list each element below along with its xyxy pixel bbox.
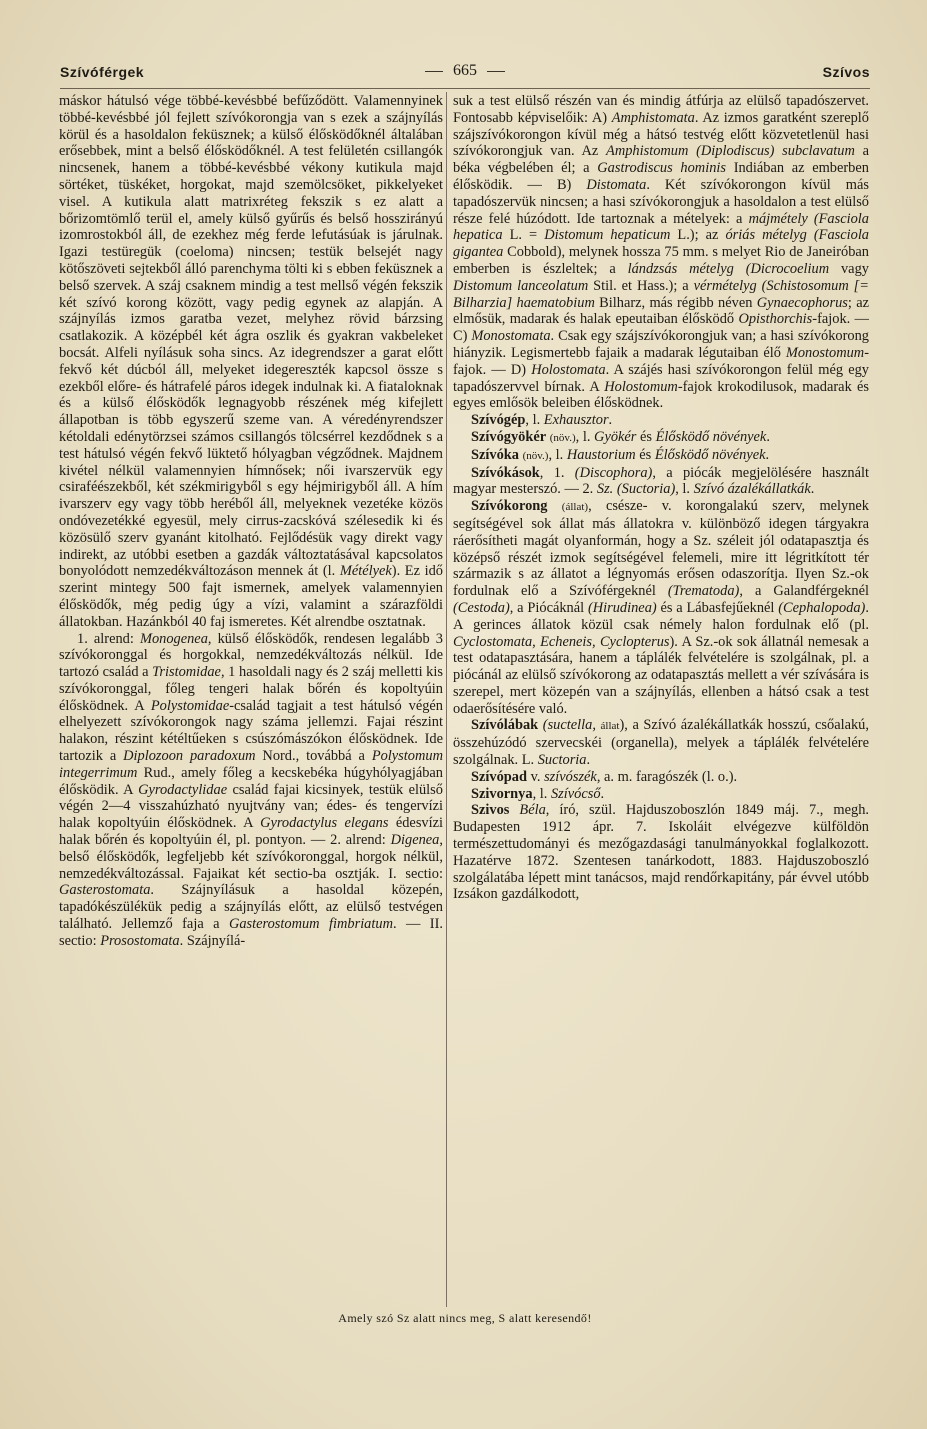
right-column (453, 93, 869, 1308)
entry-szivogep: Szívógép, l. Exhausztor. (471, 412, 613, 429)
footer-note: Amely szó Sz alatt nincs meg, S alatt keresendő! (338, 1311, 592, 1325)
running-header (60, 60, 870, 84)
header-left-keyword: Szívóférgek (60, 64, 145, 80)
entry-szivoka: Szívóka (növ.), l. Haustorium és Élősködő növények. (471, 446, 770, 463)
entry-szivos-bela: Szivos Béla, író, szül. Hajduszoboszlón 1849 máj. 7., megh. Budapesten 1912 ápr. 7. Iskoláit elvégezve külföldön természettudományi és mezőgazdasági tanulmányokkal foglalkozott. Hazatérve 1872. Szentesen tanárkodott, 1883. Hajduszoboszló szolgálatába lépett mint tanácsos, majd rendőrkapitány, pár évvel utóbb Izsákon gazdálkodott, (453, 802, 869, 903)
header-rule (60, 88, 870, 89)
entry-szivopad: Szívópad v. szívószék, a. m. faragószék (l. o.). (471, 768, 738, 785)
header-right-keyword: Szívos (822, 64, 870, 80)
entry-szivokorong: Szívókorong (állat), csésze- v. korongalakú szerv, melynek segítségével sok állat más állatokra v. különböző idegen tárgyakra ráerősítheti magát olyanformán, hogy a Sz. széleit jól odatapasztja és középső részét izmok segítségével felemeli, mire itt légritkított tér származik s az állatot a légnyomás erősen odaszorítja. Ilyen Sz.-ok fordulnak elő a Szívóférgeknél (Trematoda), a Galandférgeknél (Cestoda), a Piócáknál (Hirudinea) és a Lábasfejűeknél (Cephalopoda). A gerinces állatok közül csak némely halon fordulnak elő (pl. Cyclostomata, Echeneis, Cyclopterus). A Sz.-ok sok állatnál nemesak a test odatapasztására, hanem a táplálék felvételére is szolgálnak, pl. a piócánál az elülső szívókorong az odatapasztás mellett a vér szívására is szerepel, mert közepén van a szájnyílás, ellenben a hátsó csak a test odaerősítésére való. (453, 498, 869, 717)
entry-szivolabak: Szívólábak (suctella, állat), a Szívó ázalékállatkák hosszú, csőalakú, összehúzódó szervecskéi (organella), melyek a táplálék felvételére szolgálnak. L. Suctoria. (453, 717, 869, 769)
page-number-block (60, 62, 870, 80)
left-paragraph-2: 1. alrend: Monogenea, külső élősködők, rendesen legalább 3 szívókoronggal és horgokkal, nemzedékváltozás nélkül. Ide tartozó család a Tristomidae, 1 hasoldali nagy és 2 száj melletti kis szívókoronggal, főleg tengeri halak bőrén és kopoltyúin élősködnek. A Polystomidae-család tagjait a test hátulsó végén elhelyezett szívókorongok nagy száma jellemzi. Fajai részint halakon, részint kétéltűeken s csúszómászókon élősködnek. Ide tartozik a Diplozoon paradoxum Nord., továbbá a Polystomum integerrimum Rud., amely főleg a kecskebéka húgyhólyagjában élősködik. A Gyrodactylidae család fajai kicsinyek, testük elülső végén 2—4 visszahúzható nyujtvány van; édes- és tengervízi halak kopoltyúin élősködnek. A Gyrodactylus elegans édesvízi halak bőrén és kopoltyúin él, pl. pontyon. — 2. alrend: Digenea, belső élősködők, legfeljebb két szívókoronggal, horgok nélkül, nemzedékváltozással. Fajaikat két sectio-ba osztják. I. sectio: Gasterostomata. Szájnyílásuk a hasoldal közepén, tapadókészülékük pedig a szájnyílás előtt, az elülső testvégen található. Jellemző faja a Gasterostomum fimbriatum. — II. sectio: Prosostomata. Szájnyílá- (59, 630, 443, 949)
left-column (59, 93, 443, 1308)
column-divider (446, 92, 447, 1307)
page-number: 665 (453, 62, 477, 79)
left-paragraph-1: máskor hátulsó vége többé-kevésbbé befűződött. Valamennyinek többé-kevésbbé jól fejlett szívókorongja van s ezek a szájnyílás körül és a hasoldalon feküsznek; a külső élősködőknél általában erősebbek, mint a belső élősködőknél. A test felületén csillangók nincsenek, hanem a többé-kevésbbé vékony kutikula majd sörtéket, tüskéket, horgokat, majd szemölcsöket, pikkelyeket visel. A kutikula alatt matrixréteg fekszik s ez alatt a bőrizomtömlő terül el, amely külső gyűrűs és belső hosszirányú izomrostokból áll, de ezekhez még ferde lefutásúak is járulnak. Igazi testüregük (coeloma) nincsen; testük belsejét nagy kötőszöveti sejtekből álló parenchyma tölti ki s ebben feküsznek a belső szervek. A száj csaknem mindig a test mellső végén fekszik két szívó korong között, vagy pedig egynek az alapján. A szájnyílás izmos garatba vezet, melyhez rövid bárzsing csatlakozik. A középbél két ágra oszlik és gyakran vakbeleket bocsát. Alfeli nyílásuk soha sincs. Az idegrendszer a garat előtt fekvő két dúcból áll, melyeket idegereszték kapcsol össze s ezekből előre- és hátrafelé páros idegek indulnak ki. A fiataloknak és a külső élősködők legnagyobb részének még kifejlett állapotban is több egyszerű szeme van. A véredényrendszer kétoldali edénytörzsei számos csillangós tölcsérrel kezdődnek s a test hátulsó végén fekvő lüktető hólyagban végződnek. Majdnem kivétel nélkül valamennyien hímnősek; női ivarszervük egy csiraféészekből, két székmirigyből s egy héjmirigyből áll. A hím ivarszerv egy vagy több heréből áll, melyeknek vezetéke közös ondóvezetékké egyesül, mely cirrus-zacskóvá szélesedik ki és közösülő szerv gyanánt kitolható. Fejlődésük vagy direkt vagy indirekt, az utóbbi esetben a gazdák változtatásával kapcsolatos bonyolódott nemzedékváltozáson mennek át (l. Métélyek). Ez idő szerint mintegy 500 fajt ismernek, amelyek valamennyien élősködők, még pedig úgy a vízi, valamint a szárazföldi állatokban. Hazánkból 40 faj ismeretes. Két alrendbe osztatnak. (59, 93, 443, 630)
entry-szivokasok: Szívókások, 1. (Discophora), a piócák megjelölésére használt magyar mesterszó. — 2. Sz. (Suctoria), l. Szívó ázalékállatkák. (453, 464, 869, 498)
entry-szivornya: Szivornya, l. Szívócső. (471, 785, 605, 802)
entry-szivogyoker: Szívógyökér (növ.), l. Gyökér és Élősködő növények. (471, 428, 770, 445)
right-paragraph-1: suk a test elülső részén van és mindig átfúrja az elülső tapadószervet. Fontosabb képviselőik: A) Amphistomata. Az izmos garatként szereplő szájszívókorongon kívül még a hátsó testvég előtt közvetetlenül hasi szívókorongjuk van. Az Amphistomum (Diplodiscus) subclavatum a béka végbelében él; a Gastrodiscus hominis Indiában az emberben élősködik. — B) Distomata. Két szívókorongon kívül más tapadószervük nincsen; a hasi szívókorongjuk a hasoldalon a test elülső része felé húzódott. Ide tartoznak a mételyek: a májmétely (Fasciola hepatica L. = Distomum hepaticum L.); az óriás mételyg (Fasciola gigantea Cobbold), melynek hossza 75 mm. s melyet Rio de Janeiróban emberben is észleltek; a lándzsás mételyg (Dicrocoelium vagy Distomum lanceolatum Stil. et Hass.); a vérmételyg (Schistosomum [= Bilharzia] haematobium Bilharz, más régibb néven Gynaecophorus; az elmősük, madarak és halak epeutaiban élősködő Opisthorchis-fajok. — C) Monostomata. Csak egy szájszívókorongjuk van; a hasi szívókorong hiányzik. Legismertebb fajaik a madarak légutaiban élő Monostomum-fajok. — D) Holostomata. A szájés hasi szívókorongon felül még egy tapadószervvel bírnak. A Holostomum-fajok krokodilusok, madarak és egyes emlősök beleiben élősködnek. (453, 93, 869, 412)
